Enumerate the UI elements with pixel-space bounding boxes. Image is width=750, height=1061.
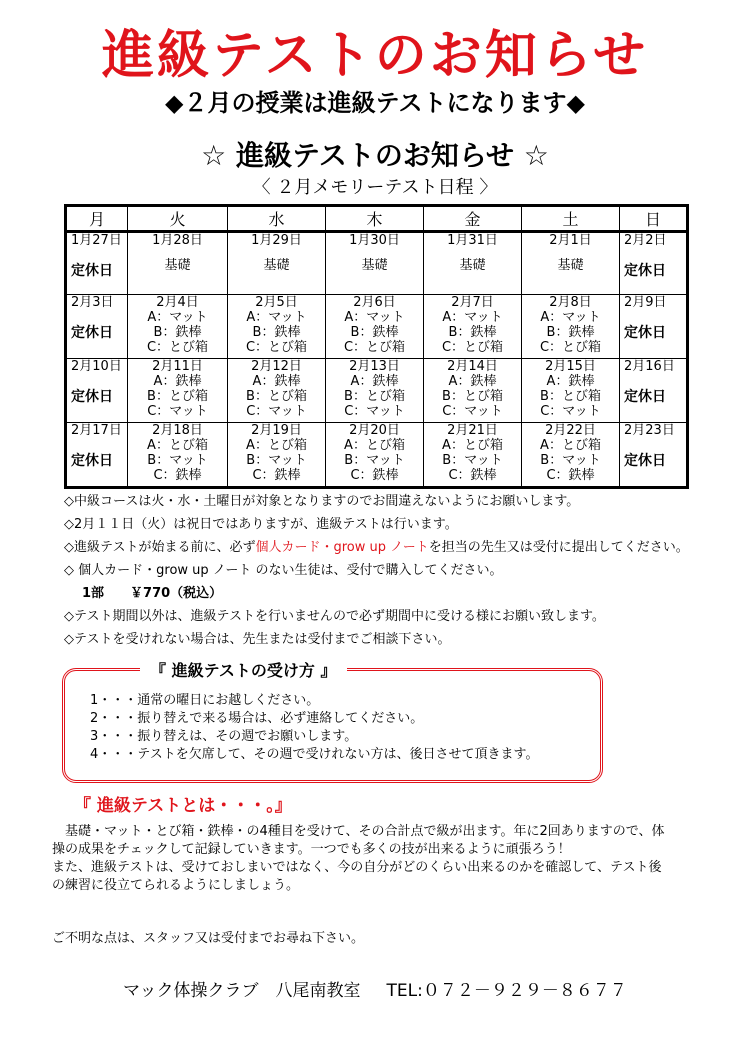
test-day-cell [128, 295, 228, 359]
lesson-label: A：とび箱 [442, 438, 503, 453]
closed-day-cell [620, 423, 688, 488]
howto-list [90, 692, 590, 764]
lesson-label: B：とび箱 [246, 389, 307, 404]
howto-item: 3・・・振り替えは、その週でお願いします。 [90, 729, 358, 744]
phone-number: TEL:０７２－９２９－８６７７ [386, 981, 627, 1001]
date-label: 2月14日 [447, 359, 498, 374]
test-day-cell [522, 359, 620, 423]
lesson-label: A：とび箱 [344, 438, 405, 453]
lesson-label: C：鉄棒 [153, 468, 202, 483]
note-highlight: 個人カード・grow up ノート [255, 540, 429, 555]
test-day-cell [326, 423, 424, 488]
closed-label: 定休日 [624, 263, 666, 279]
lesson-label: C：鉄棒 [350, 468, 399, 483]
date-label: 2月6日 [353, 295, 396, 310]
lesson-label: C：鉄棒 [448, 468, 497, 483]
lesson-label: A：鉄棒 [448, 374, 497, 389]
date-label: 2月11日 [152, 359, 203, 374]
test-day-cell [326, 232, 424, 295]
day-header: 木 [326, 206, 424, 232]
lesson-label: B：マット [442, 453, 503, 468]
date-label: 2月23日 [624, 423, 675, 438]
lesson-label: C：マット [540, 404, 601, 419]
date-label: 1月30日 [349, 233, 400, 248]
day-header: 火 [128, 206, 228, 232]
lesson-label: C：マット [246, 404, 307, 419]
lesson-label: A：とび箱 [147, 438, 208, 453]
club-name: マック体操クラブ 八尾南教室 [123, 981, 361, 1001]
day-header: 日 [620, 206, 688, 232]
closed-label: 定休日 [624, 453, 666, 469]
date-label: 2月1日 [549, 233, 592, 248]
lesson-label: A：マット [147, 310, 208, 325]
closed-day-cell [66, 295, 128, 359]
lesson-label: B：マット [540, 453, 601, 468]
howto-item: 4・・・テストを欠席して、その週で受けれない方は、後日させて頂きます。 [90, 747, 539, 762]
main-title: 進級テストのお知らせ [101, 26, 649, 86]
day-header: 月 [66, 206, 128, 232]
date-label: 1月27日 [71, 233, 122, 248]
note-item: ◇ 個人カード・grow up ノート のない生徒は、受付で購入してください。 [64, 563, 503, 578]
date-label: 2月2日 [624, 233, 667, 248]
howto-item: 2・・・振り替えで来る場合は、必ず連絡してください。 [90, 711, 424, 726]
lesson-label: A：鉄棒 [153, 374, 202, 389]
date-label: 2月22日 [545, 423, 596, 438]
test-day-cell [128, 232, 228, 295]
test-day-cell [326, 295, 424, 359]
lesson-label: B：とび箱 [147, 389, 208, 404]
calendar-week-row [66, 295, 688, 359]
date-label: 2月18日 [152, 423, 203, 438]
closed-label: 定休日 [71, 263, 113, 279]
closed-label: 定休日 [71, 325, 113, 341]
note-item: ◇テスト期間以外は、進級テストを行いませんので必ず期間中に受ける様にお願い致します。 [64, 609, 605, 624]
test-day-cell [522, 423, 620, 488]
test-day-cell [424, 295, 522, 359]
test-day-cell [228, 295, 326, 359]
test-day-cell [424, 423, 522, 488]
lesson-label: A：鉄棒 [350, 374, 399, 389]
about-line: 操の成果をチェックして記録していきます。一つでも多くの技が出来るように頑張ろう！ [52, 842, 571, 857]
lesson-label: 基礎 [557, 258, 584, 273]
lesson-label: A：とび箱 [540, 438, 601, 453]
howto-item: 1・・・通常の曜日にお越しください。 [90, 693, 320, 708]
day-header: 土 [522, 206, 620, 232]
date-label: 1月28日 [152, 233, 203, 248]
note-text: ◇進級テストが始まる前に、必ず [64, 540, 256, 555]
lesson-label: A：マット [540, 310, 601, 325]
lesson-label: B：鉄棒 [350, 325, 399, 340]
closed-label: 定休日 [624, 325, 666, 341]
lesson-label: A：マット [344, 310, 405, 325]
day-header: 水 [228, 206, 326, 232]
schedule-subtitle: 〈 ２月メモリーテスト日程 〉 [252, 177, 498, 198]
lesson-label: C：とび箱 [539, 340, 602, 355]
closed-day-cell [620, 232, 688, 295]
date-label: 2月13日 [349, 359, 400, 374]
lesson-label: B：マット [344, 453, 405, 468]
lesson-label: 基礎 [361, 258, 388, 273]
date-label: 1月31日 [447, 233, 498, 248]
closed-day-cell [620, 359, 688, 423]
note-item: ◇テストを受けれない場合は、先生または受付までご相談下さい。 [64, 632, 451, 647]
lesson-label: B：マット [147, 453, 208, 468]
schedule-title: ☆ 進級テストのお知らせ ☆ [201, 139, 549, 172]
test-day-cell [522, 232, 620, 295]
date-label: 2月20日 [349, 423, 400, 438]
date-label: 2月15日 [545, 359, 596, 374]
price: 1部 ￥770（税込） [82, 586, 223, 601]
calendar-week-row [66, 232, 688, 295]
test-day-cell [424, 359, 522, 423]
date-label: 2月3日 [71, 295, 114, 310]
test-day-cell [228, 232, 326, 295]
calendar-week-row [66, 359, 688, 423]
note-text: を担当の先生又は受付に提出してください。 [428, 540, 689, 555]
lesson-label: B：マット [246, 453, 307, 468]
test-day-cell [128, 359, 228, 423]
date-label: 2月5日 [255, 295, 298, 310]
lesson-label: A：とび箱 [246, 438, 307, 453]
lesson-label: A：マット [246, 310, 307, 325]
lesson-label: A：マット [442, 310, 503, 325]
lesson-label: 基礎 [164, 258, 191, 273]
lesson-label: C：鉄棒 [546, 468, 595, 483]
closed-label: 定休日 [71, 389, 113, 405]
date-label: 2月8日 [549, 295, 592, 310]
date-label: 2月10日 [71, 359, 122, 374]
date-label: 2月17日 [71, 423, 122, 438]
closed-label: 定休日 [624, 389, 666, 405]
lesson-label: 基礎 [459, 258, 486, 273]
about-line: また、進級テストは、受けておしまいではなく、今の自分がどのくらい出来るのかを確認して、テスト後 [52, 860, 662, 875]
lesson-label: C：とび箱 [441, 340, 504, 355]
note-item [64, 536, 744, 559]
about-body [52, 823, 692, 895]
lesson-label: B：鉄棒 [546, 325, 595, 340]
lesson-label: B：鉄棒 [448, 325, 497, 340]
note-item: ◇2月１１日（火）は祝日ではありますが、進級テストは行います。 [64, 517, 458, 532]
subtitle: ◆２月の授業は進級テストになります◆ [165, 89, 585, 117]
schedule-calendar [64, 204, 689, 489]
test-day-cell [326, 359, 424, 423]
lesson-label: B：とび箱 [442, 389, 503, 404]
closed-day-cell [66, 232, 128, 295]
footer [0, 979, 750, 1003]
contact-note: ご不明な点は、スタッフ又は受付までお尋ね下さい。 [52, 931, 365, 946]
lesson-label: C：マット [147, 404, 208, 419]
howto-title: 『 進級テストの受け方 』 [140, 660, 347, 682]
closed-label: 定休日 [71, 453, 113, 469]
lesson-label: B：とび箱 [344, 389, 405, 404]
notes [64, 490, 744, 651]
lesson-label: C：とび箱 [245, 340, 308, 355]
about-title: 『 進級テストとは・・・。』 [74, 796, 292, 816]
date-label: 2月7日 [451, 295, 494, 310]
date-label: 1月29日 [251, 233, 302, 248]
date-label: 2月9日 [624, 295, 667, 310]
day-header: 金 [424, 206, 522, 232]
lesson-label: A：鉄棒 [546, 374, 595, 389]
lesson-label: C：とび箱 [146, 340, 209, 355]
lesson-label: C：マット [344, 404, 405, 419]
lesson-label: A：鉄棒 [252, 374, 301, 389]
date-label: 2月4日 [156, 295, 199, 310]
test-day-cell [228, 359, 326, 423]
about-line: 基礎・マット・とび箱・鉄棒・の4種目を受けて、その合計点で級が出ます。年に2回ありますので、体 [52, 824, 665, 839]
lesson-label: B：とび箱 [540, 389, 601, 404]
date-label: 2月21日 [447, 423, 498, 438]
closed-day-cell [66, 423, 128, 488]
note-item: ◇中級コースは火・水・土曜日が対象となりますのでお間違えないようにお願いします。 [64, 494, 580, 509]
date-label: 2月12日 [251, 359, 302, 374]
date-label: 2月16日 [624, 359, 675, 374]
lesson-label: 基礎 [263, 258, 290, 273]
lesson-label: B：鉄棒 [252, 325, 301, 340]
about-line: の練習に役立てられるようにしましょう。 [52, 878, 300, 893]
date-label: 2月19日 [251, 423, 302, 438]
test-day-cell [128, 423, 228, 488]
calendar-week-row [66, 423, 688, 488]
closed-day-cell [66, 359, 128, 423]
test-day-cell [522, 295, 620, 359]
test-day-cell [424, 232, 522, 295]
lesson-label: C：鉄棒 [252, 468, 301, 483]
lesson-label: C：とび箱 [343, 340, 406, 355]
lesson-label: C：マット [442, 404, 503, 419]
lesson-label: B：鉄棒 [153, 325, 202, 340]
calendar-header-row [66, 206, 688, 232]
test-day-cell [228, 423, 326, 488]
closed-day-cell [620, 295, 688, 359]
